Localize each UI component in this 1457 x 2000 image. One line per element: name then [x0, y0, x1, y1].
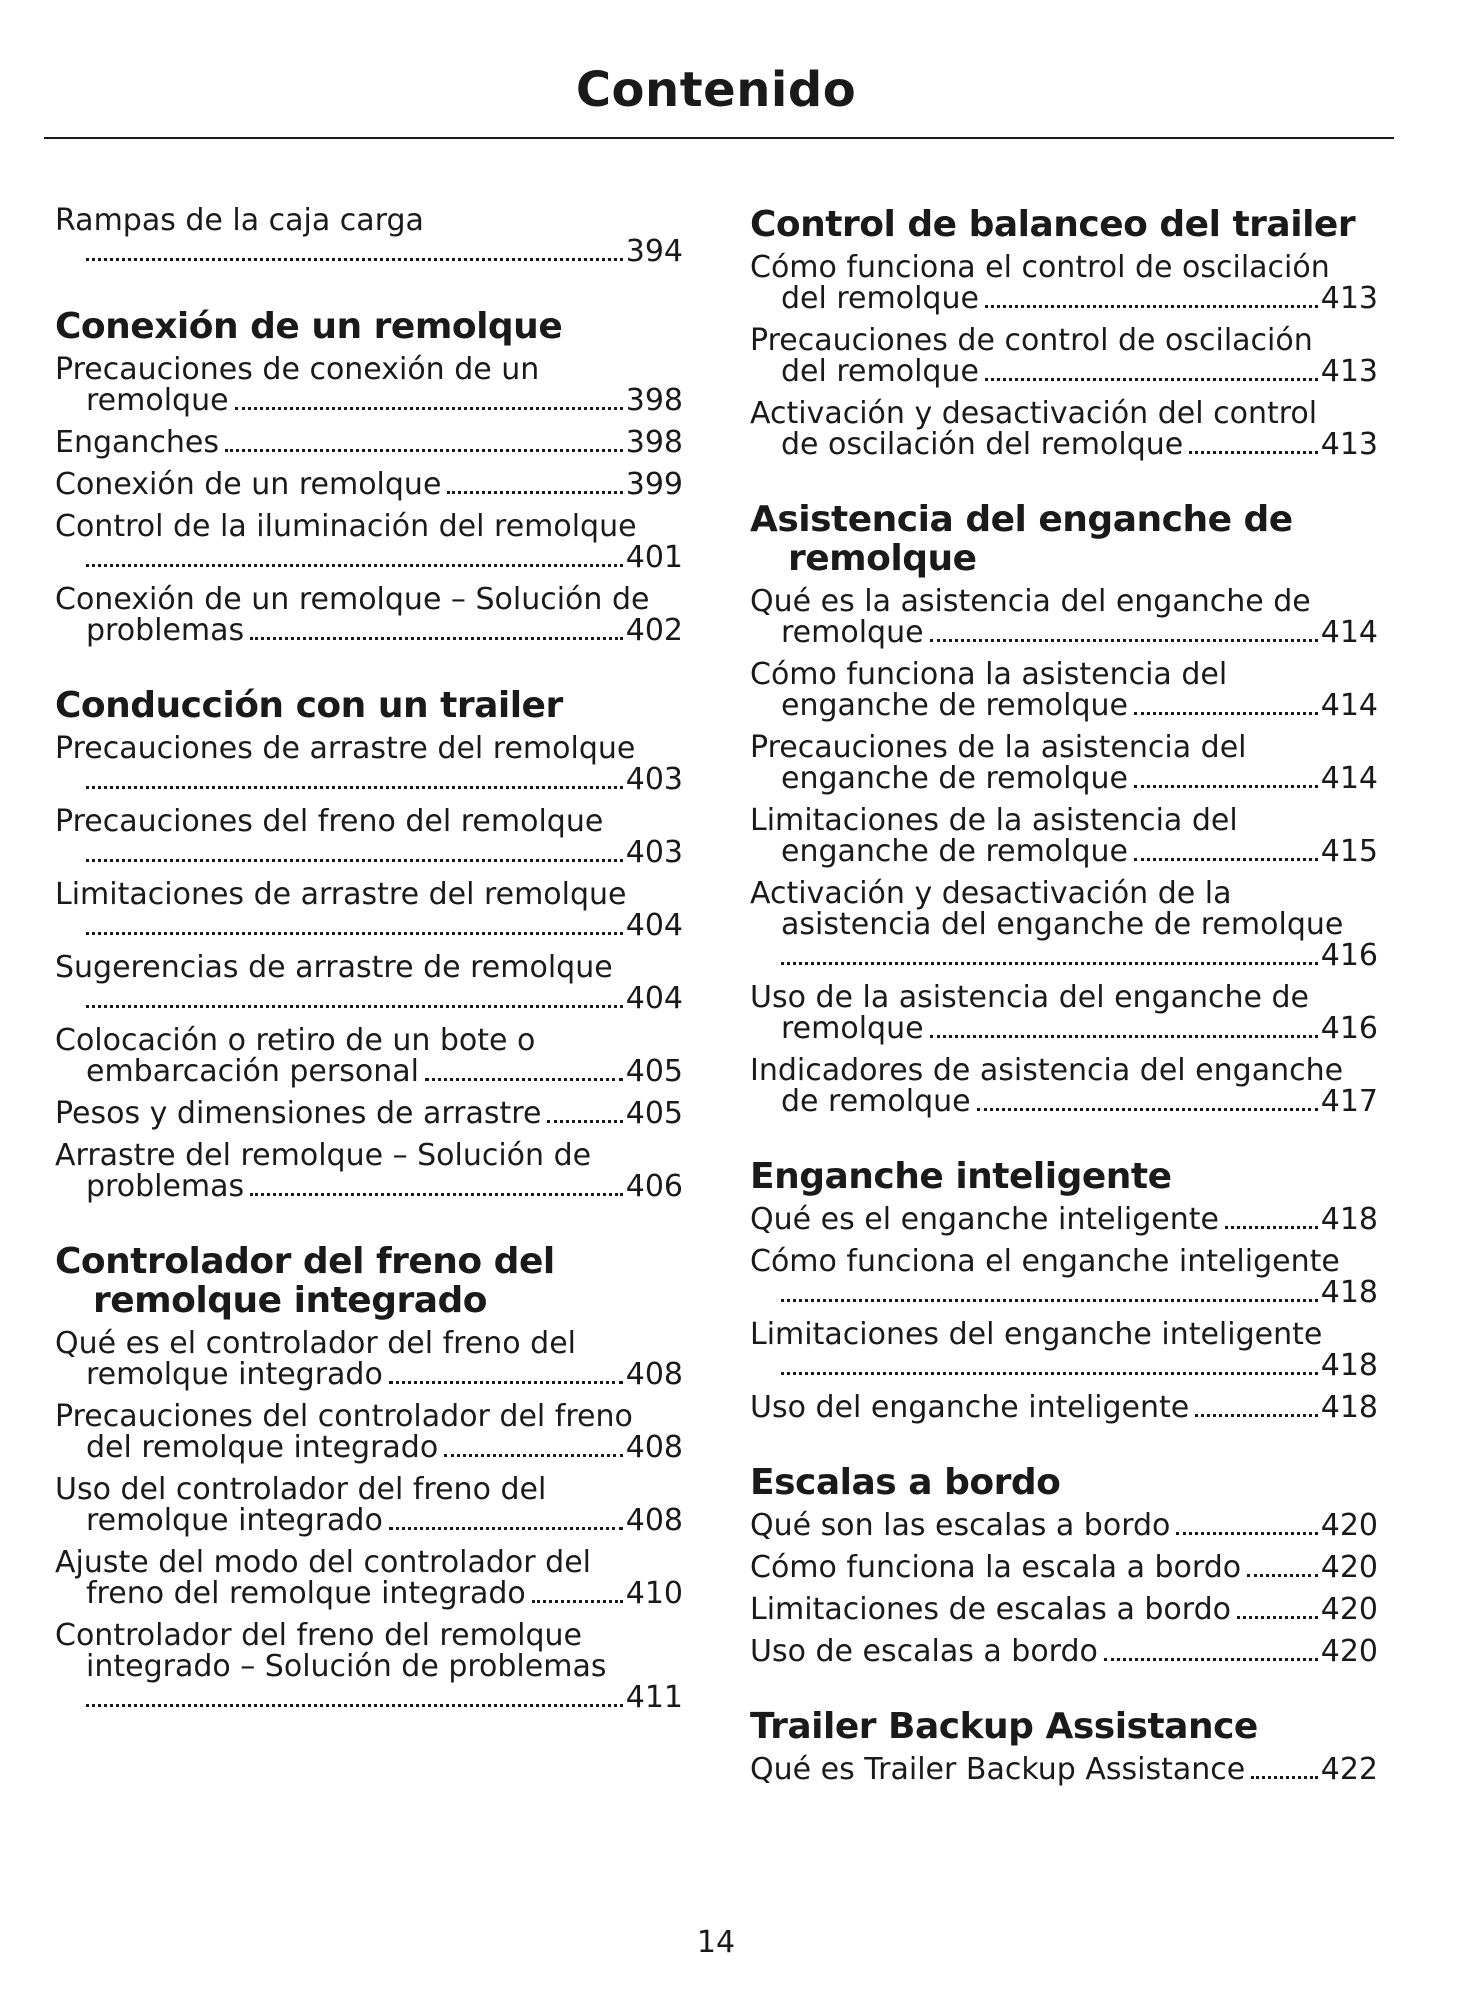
entry-page-number: 403: [625, 762, 683, 797]
entry-page-number: 420: [1320, 1634, 1378, 1669]
entry-title: de remolque: [781, 1084, 971, 1119]
page-title: Contenido: [575, 62, 857, 118]
entry-page-number: 398: [625, 425, 683, 460]
entry-title: Limitaciones de escalas a bordo: [750, 1592, 1231, 1627]
entry-title: del remolque integrado: [86, 1430, 439, 1465]
entry-title: remolque: [781, 615, 924, 650]
entry-title: Indicadores de asistencia del enganche: [750, 1053, 1344, 1088]
toc-section: [55, 686, 683, 1202]
entry-title: Conexión de un remolque: [55, 467, 442, 502]
toc-section: [750, 1463, 1378, 1667]
toc-entry[interactable]: [750, 1055, 1378, 1117]
entry-title: Ajuste del modo del controlador del: [55, 1545, 591, 1580]
toc-section: [55, 307, 683, 646]
entry-title: Cómo funciona la asistencia del: [750, 657, 1228, 692]
toc-entry[interactable]: [750, 1392, 1378, 1423]
dot-leader: [389, 1527, 623, 1530]
entry-page-number: 420: [1320, 1508, 1378, 1543]
entry-page-number: 408: [625, 1503, 683, 1538]
entry-page-number: 413: [1320, 281, 1378, 316]
entry-page-number: 406: [625, 1169, 683, 1204]
toc-entry[interactable]: [750, 398, 1378, 460]
entry-page-number: 398: [625, 383, 683, 418]
entry-title: Precauciones del controlador del freno: [55, 1399, 633, 1434]
page-number: 14: [696, 1925, 736, 1960]
toc-entry[interactable]: [55, 354, 683, 416]
entry-title: enganche de remolque: [781, 761, 1129, 796]
entry-page-number: 405: [625, 1096, 683, 1131]
dot-leader: [86, 786, 623, 789]
section-heading-control-de-balanceo-del-trailer: Control de balanceo del trailer: [750, 204, 1356, 245]
entry-page-number: 408: [625, 1357, 683, 1392]
entry-page-number: 399: [625, 467, 683, 502]
entry-title: remolque: [781, 1011, 924, 1046]
dot-leader: [86, 1704, 623, 1707]
entry-page-number: 415: [1320, 834, 1378, 869]
toc-section: [55, 1242, 683, 1713]
dot-leader: [86, 859, 623, 862]
dot-leader: [1134, 858, 1318, 861]
title-divider: [44, 137, 1394, 139]
entry-title: de oscilación del remolque: [781, 427, 1184, 462]
entry-title: asistencia del enganche de remolque: [781, 907, 1344, 942]
entry-page-number: 422: [1320, 1752, 1378, 1787]
entry-page-number: 416: [1320, 938, 1378, 973]
entry-page-number: 414: [1320, 688, 1378, 723]
dot-leader: [444, 1454, 623, 1457]
dot-leader: [781, 1372, 1318, 1375]
entry-page-number: 420: [1320, 1592, 1378, 1627]
toc-entry[interactable]: [750, 586, 1378, 648]
dot-leader: [225, 449, 623, 452]
dot-leader: [86, 258, 623, 261]
toc-entry[interactable]: [750, 1754, 1378, 1785]
toc-entry[interactable]: [55, 511, 683, 573]
entry-title: enganche de remolque: [781, 834, 1129, 869]
entry-page-number: 414: [1320, 615, 1378, 650]
entry-page-number: 401: [625, 540, 683, 575]
entry-title: Uso del controlador del freno del: [55, 1472, 547, 1507]
dot-leader: [781, 962, 1318, 965]
toc-entry[interactable]: [55, 879, 683, 941]
dot-leader: [1134, 712, 1318, 715]
entry-title: Limitaciones de arrastre del remolque: [55, 877, 627, 912]
entry-title: del remolque: [781, 281, 979, 316]
toc-entry[interactable]: [55, 1328, 683, 1390]
toc-entry[interactable]: [750, 1319, 1378, 1381]
entry-page-number: 416: [1320, 1011, 1378, 1046]
entry-page-number: 405: [625, 1054, 683, 1089]
toc-entry[interactable]: [55, 584, 683, 646]
entry-title: Uso del enganche inteligente: [750, 1390, 1190, 1425]
entry-title: Qué es la asistencia del enganche de: [750, 584, 1311, 619]
section-heading-enganche-inteligente: Enganche inteligente: [750, 1156, 1172, 1197]
dot-leader: [781, 1299, 1318, 1302]
entry-page-number: 404: [625, 908, 683, 943]
entry-title: Limitaciones de la asistencia del: [750, 803, 1238, 838]
entry-page-number: 413: [1320, 427, 1378, 462]
dot-leader: [930, 639, 1318, 642]
toc-section: [750, 500, 1378, 1117]
dot-leader: [1247, 1574, 1318, 1577]
section-heading-controlador-del-freno-del-remolque-integrado: Controlador del freno del remolque integrado: [55, 1241, 555, 1321]
entry-title: Enganches: [55, 425, 220, 460]
entry-page-number: 411: [625, 1680, 683, 1715]
toc-entry[interactable]: [55, 469, 683, 500]
entry-title: problemas: [86, 613, 245, 648]
toc-section: [55, 205, 683, 267]
entry-title: Precauciones de arrastre del remolque: [55, 731, 636, 766]
entry-title: remolque integrado: [86, 1503, 383, 1538]
dot-leader: [250, 637, 623, 640]
entry-title: remolque: [86, 383, 229, 418]
entry-page-number: 403: [625, 835, 683, 870]
section-heading-conexion-de-un-remolque: Conexión de un remolque: [55, 306, 563, 347]
section-heading-conduccion-con-un-trailer: Conducción con un trailer: [55, 685, 563, 726]
dot-leader: [86, 1005, 623, 1008]
entry-title: Cómo funciona el control de oscilación: [750, 250, 1330, 285]
toc-entry[interactable]: [55, 1140, 683, 1202]
entry-title: Rampas de la caja carga: [55, 203, 424, 238]
dot-leader: [389, 1381, 623, 1384]
dot-leader: [447, 491, 622, 494]
entry-title: enganche de remolque: [781, 688, 1129, 723]
toc-entry[interactable]: [750, 252, 1378, 314]
toc-entry[interactable]: [750, 1510, 1378, 1541]
entry-title: Limitaciones del enganche inteligente: [750, 1317, 1323, 1352]
toc-entry[interactable]: [55, 733, 683, 795]
entry-title: Precauciones del freno del remolque: [55, 804, 604, 839]
toc-right-column: [750, 205, 1378, 1796]
entry-title: del remolque: [781, 354, 979, 389]
toc-entry[interactable]: [55, 1547, 683, 1609]
entry-page-number: 418: [1320, 1202, 1378, 1237]
toc-entry[interactable]: [55, 952, 683, 1014]
entry-page-number: 417: [1320, 1084, 1378, 1119]
dot-leader: [1251, 1776, 1318, 1779]
toc-entry[interactable]: [55, 1620, 683, 1713]
dot-leader: [1195, 1414, 1318, 1417]
toc-entry[interactable]: [750, 1246, 1378, 1308]
entry-page-number: 414: [1320, 761, 1378, 796]
entry-page-number: 394: [625, 234, 683, 269]
toc-section: [750, 205, 1378, 460]
entry-page-number: 418: [1320, 1348, 1378, 1383]
entry-page-number: 402: [625, 613, 683, 648]
entry-title: Sugerencias de arrastre de remolque: [55, 950, 613, 985]
toc-section: [750, 1707, 1378, 1785]
entry-title: remolque integrado: [86, 1357, 383, 1392]
toc-entry[interactable]: [750, 732, 1378, 794]
entry-title: Arrastre del remolque – Solución de: [55, 1138, 592, 1173]
entry-title: Pesos y dimensiones de arrastre: [55, 1096, 542, 1131]
toc-entry[interactable]: [750, 1204, 1378, 1235]
toc-entry[interactable]: [750, 805, 1378, 867]
dot-leader: [985, 378, 1318, 381]
dot-leader: [1237, 1616, 1318, 1619]
dot-leader: [1176, 1532, 1317, 1535]
toc-entry[interactable]: [55, 1474, 683, 1536]
dot-leader: [977, 1108, 1318, 1111]
section-heading-trailer-backup-assistance: Trailer Backup Assistance: [750, 1706, 1258, 1747]
entry-title: Colocación o retiro de un bote o: [55, 1023, 536, 1058]
section-heading-escalas-a-bordo: Escalas a bordo: [750, 1462, 1061, 1503]
toc-left-column: [55, 205, 683, 1724]
entry-page-number: 410: [625, 1576, 683, 1611]
entry-title: Precauciones de la asistencia del: [750, 730, 1247, 765]
dot-leader: [425, 1078, 623, 1081]
toc-entry[interactable]: [750, 659, 1378, 721]
section-heading-asistencia-del-enganche-de-remolque: Asistencia del enganche de remolque: [750, 499, 1293, 579]
entry-title: integrado – Solución de problemas: [86, 1649, 607, 1684]
dot-leader: [235, 407, 623, 410]
entry-title: Cómo funciona el enganche inteligente: [750, 1244, 1340, 1279]
entry-title: Control de la iluminación del remolque: [55, 509, 637, 544]
entry-title: Conexión de un remolque – Solución de: [55, 582, 650, 617]
entry-title: Qué son las escalas a bordo: [750, 1508, 1171, 1543]
entry-page-number: 413: [1320, 354, 1378, 389]
entry-title: freno del remolque integrado: [86, 1576, 526, 1611]
entry-page-number: 418: [1320, 1275, 1378, 1310]
entry-page-number: 420: [1320, 1550, 1378, 1585]
entry-title: Uso de escalas a bordo: [750, 1634, 1098, 1669]
dot-leader: [1225, 1226, 1318, 1229]
entry-title: Precauciones de control de oscilación: [750, 323, 1313, 358]
toc-entry[interactable]: [55, 1025, 683, 1087]
toc-entry[interactable]: [55, 1098, 683, 1129]
entry-title: Uso de la asistencia del enganche de: [750, 980, 1310, 1015]
entry-title: Activación y desactivación de la: [750, 876, 1232, 911]
dot-leader: [547, 1120, 622, 1123]
dot-leader: [532, 1600, 623, 1603]
toc-entry[interactable]: [55, 205, 683, 267]
dot-leader: [985, 305, 1318, 308]
dot-leader: [1134, 785, 1318, 788]
toc-entry[interactable]: [750, 878, 1378, 971]
toc-entry[interactable]: [55, 427, 683, 458]
toc-entry[interactable]: [750, 982, 1378, 1044]
entry-title: Qué es Trailer Backup Assistance: [750, 1752, 1246, 1787]
dot-leader: [1104, 1658, 1318, 1661]
entry-title: Qué es el controlador del freno del: [55, 1326, 577, 1361]
toc-entry[interactable]: [55, 1401, 683, 1463]
toc-entry[interactable]: [55, 806, 683, 868]
toc-entry[interactable]: [750, 1552, 1378, 1583]
dot-leader: [86, 564, 623, 567]
entry-page-number: 404: [625, 981, 683, 1016]
entry-title: problemas: [86, 1169, 245, 1204]
entry-page-number: 408: [625, 1430, 683, 1465]
entry-title: embarcación personal: [86, 1054, 419, 1089]
entry-title: Qué es el enganche inteligente: [750, 1202, 1219, 1237]
entry-title: Precauciones de conexión de un: [55, 352, 540, 387]
toc-entry[interactable]: [750, 1636, 1378, 1667]
toc-entry[interactable]: [750, 325, 1378, 387]
dot-leader: [930, 1035, 1318, 1038]
toc-entry[interactable]: [750, 1594, 1378, 1625]
toc-section: [750, 1157, 1378, 1423]
dot-leader: [250, 1193, 623, 1196]
entry-title: Activación y desactivación del control: [750, 396, 1318, 431]
entry-title: Controlador del freno del remolque: [55, 1618, 582, 1653]
entry-title: Cómo funciona la escala a bordo: [750, 1550, 1242, 1585]
dot-leader: [1189, 451, 1318, 454]
entry-page-number: 418: [1320, 1390, 1378, 1425]
dot-leader: [86, 932, 623, 935]
